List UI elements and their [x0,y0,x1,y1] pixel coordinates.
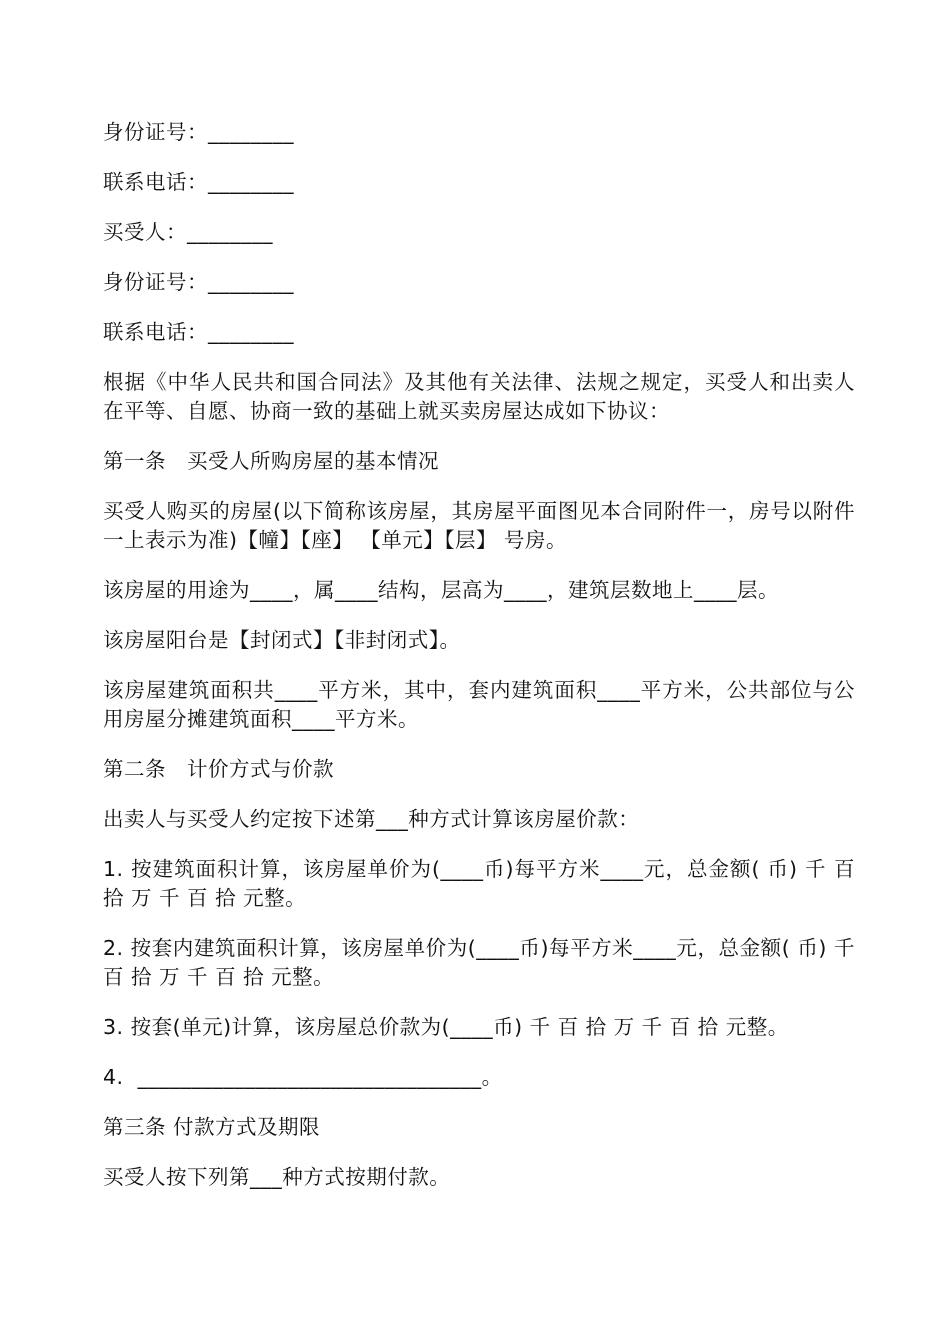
buyer-id-number-line: 身份证号：________ [103,270,294,294]
pricing-option-4: 4. ________________________________。 [103,1065,503,1089]
house-usage-paragraph: 该房屋的用途为____，属____结构，层高为____，建筑层数地上____层。 [103,578,779,602]
house-description-paragraph: 买受人购买的房屋(以下简称该房屋，其房屋平面图见本合同附件一，房号以附件一上表示为准)【幢】【座】 【单元】【层】 号房。 [103,499,855,552]
pricing-method-paragraph: 出卖人与买受人约定按下述第___种方式计算该房屋价款： [103,807,640,831]
pricing-option-3: 3. 按套(单元)计算，该房屋总价款为(____币) 千 百 拾 万 千 百 拾 元整。 [103,1015,789,1039]
seller-id-number-line: 身份证号：________ [103,120,294,144]
buyer-name-line: 买受人：________ [103,220,273,244]
article-3-heading: 第三条 付款方式及期限 [103,1115,321,1139]
pricing-option-1: 1. 按建筑面积计算，该房屋单价为(____币)每平方米____元，总金额( 币) 千 百 拾 万 千 百 拾 元整。 [103,857,863,910]
preamble-paragraph: 根据《中华人民共和国合同法》及其他有关法律、法规之规定，买受人和出卖人在平等、自愿、协商一致的基础上就买卖房屋达成如下协议： [103,370,855,423]
seller-phone-line: 联系电话：________ [103,170,294,194]
balcony-paragraph: 该房屋阳台是【封闭式】【非封闭式】。 [103,628,461,652]
pricing-option-2: 2. 按套内建筑面积计算，该房屋单价为(____币)每平方米____元，总金额( 币) 千 百 拾 万 千 百 拾 元整。 [103,936,863,989]
buyer-phone-line: 联系电话：________ [103,320,294,344]
payment-method-paragraph: 买受人按下列第___种方式按期付款。 [103,1165,451,1189]
floor-area-paragraph: 该房屋建筑面积共____平方米，其中，套内建筑面积____平方米，公共部位与公用房屋分摊建筑面积____平方米。 [103,678,855,731]
article-1-heading: 第一条 买受人所购房屋的基本情况 [103,449,439,473]
contract-page [103,118,863,1213]
article-2-heading: 第二条 计价方式与价款 [103,757,334,781]
